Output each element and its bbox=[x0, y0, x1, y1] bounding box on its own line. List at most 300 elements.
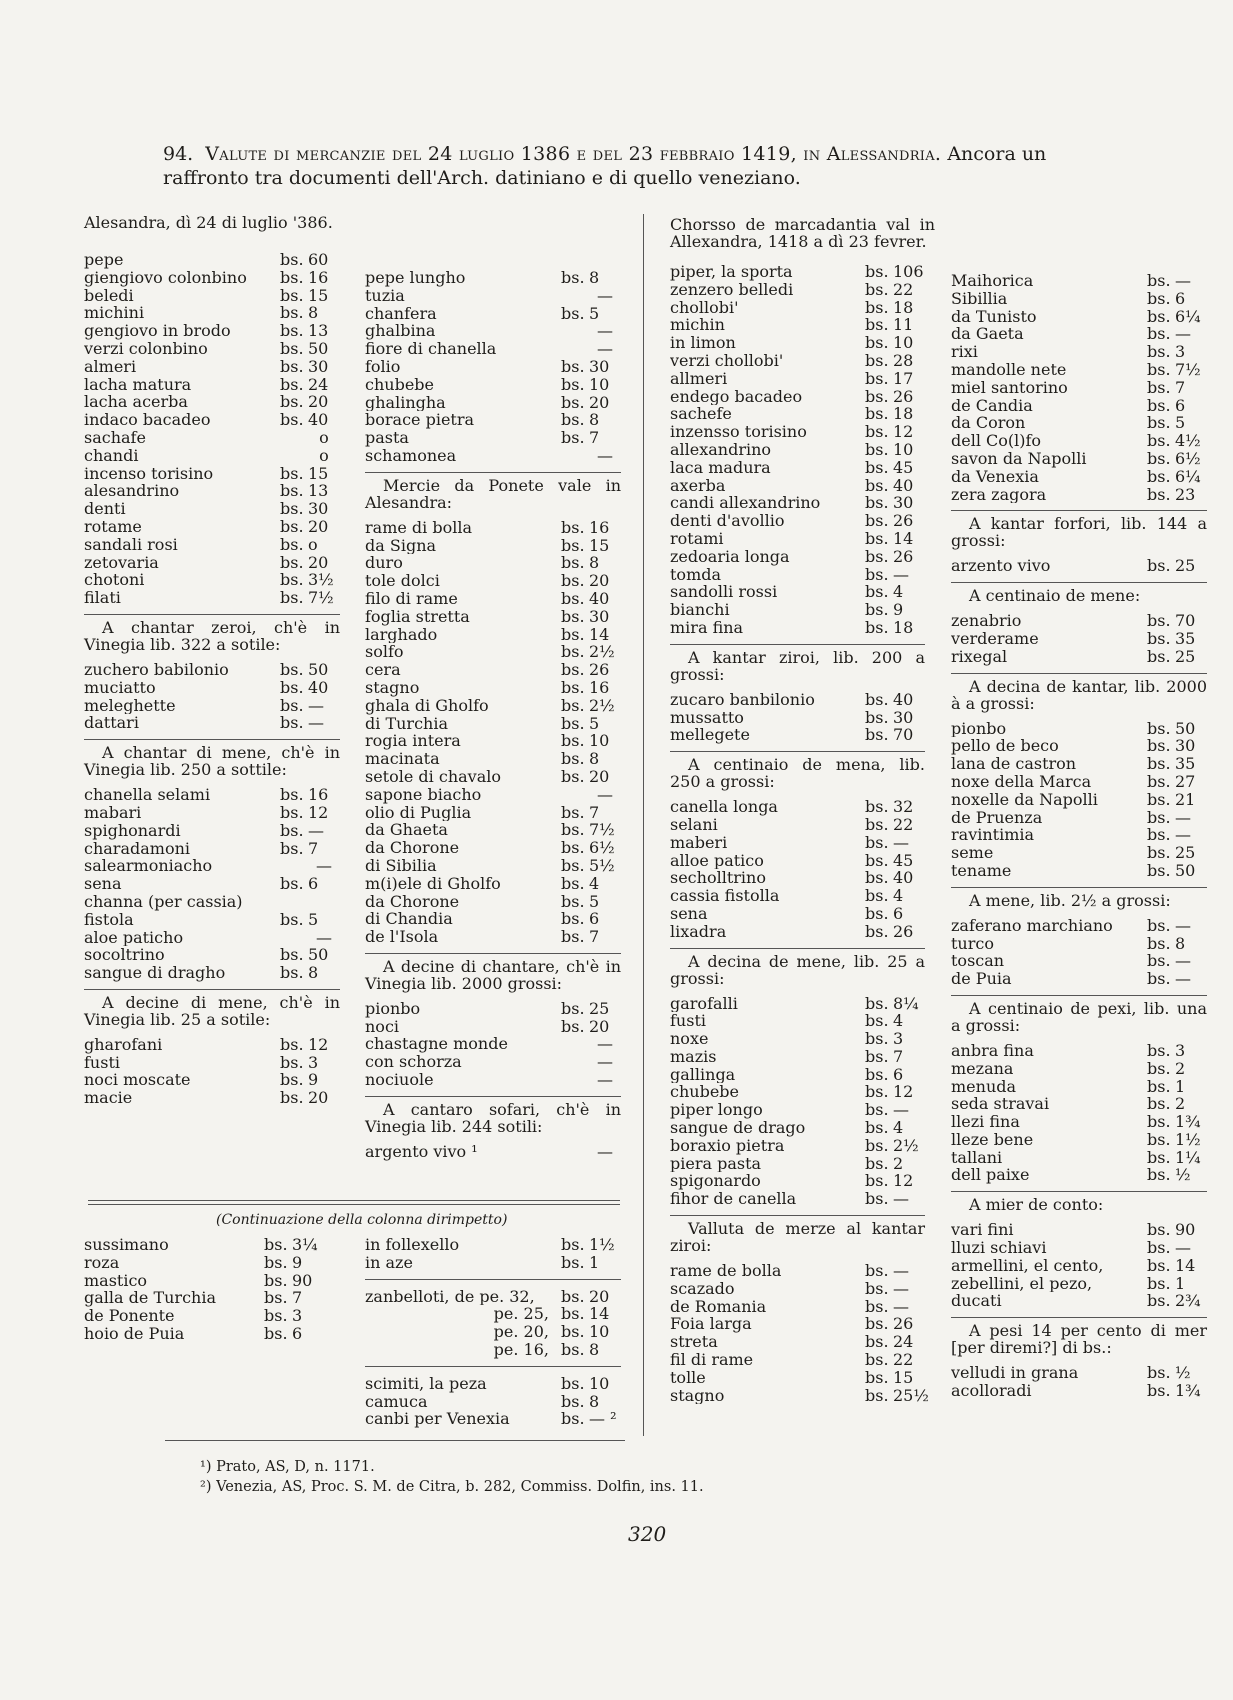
list-item bbox=[84, 1054, 340, 1072]
item-unit: bs. bbox=[1147, 1381, 1171, 1401]
list-item bbox=[365, 322, 621, 340]
item-name: zuchero babilonio bbox=[84, 660, 229, 679]
item-value: 6 bbox=[1175, 395, 1186, 415]
item-name: in limon bbox=[670, 334, 736, 352]
list-item bbox=[84, 661, 340, 679]
item-unit: bs. bbox=[1147, 1363, 1171, 1383]
item-value: 30 bbox=[893, 493, 914, 513]
item-value: 26 bbox=[893, 1314, 914, 1334]
item-unit: bs. bbox=[561, 1339, 585, 1359]
item-name: Foia larga bbox=[670, 1315, 752, 1334]
list-item bbox=[84, 714, 340, 732]
item-name: schamonea bbox=[365, 446, 457, 465]
list-item bbox=[365, 715, 621, 733]
item-value: — bbox=[597, 1141, 613, 1161]
item-name: rame de bolla bbox=[670, 1262, 782, 1280]
list-item bbox=[365, 1323, 621, 1341]
item-unit: bs. bbox=[1147, 1238, 1171, 1258]
list-item bbox=[84, 518, 340, 536]
item-unit: bs. bbox=[865, 921, 889, 941]
item-unit: bs. bbox=[865, 422, 889, 442]
item-unit: bs. bbox=[1147, 1255, 1171, 1275]
item-unit: bs. bbox=[280, 1070, 304, 1090]
item-name: mezana bbox=[951, 1059, 1014, 1078]
item-value: 20 bbox=[589, 392, 610, 412]
list-item bbox=[670, 1172, 925, 1190]
item-value: 25½ bbox=[893, 1385, 929, 1405]
item-unit: bs. bbox=[865, 1296, 889, 1316]
item-name: fusti bbox=[670, 1012, 706, 1031]
item-unit: bs. bbox=[561, 677, 585, 697]
item-value: 35 bbox=[1175, 628, 1196, 648]
item-unit: bs. bbox=[280, 516, 304, 536]
item-unit: bs. bbox=[561, 1252, 585, 1272]
item-unit: bs. bbox=[865, 582, 889, 602]
price-list bbox=[951, 917, 1207, 988]
item-unit: bs. bbox=[865, 1046, 889, 1066]
item-unit: bs. bbox=[1147, 1220, 1171, 1240]
list-item bbox=[670, 691, 925, 709]
list-item bbox=[365, 643, 621, 661]
item-unit: bs. bbox=[865, 1100, 889, 1120]
item-value: 90 bbox=[292, 1270, 313, 1290]
list-item bbox=[951, 1149, 1207, 1167]
item-name: setole di chavalo bbox=[365, 767, 501, 786]
item-value: 20 bbox=[308, 552, 329, 572]
continuation-column-a bbox=[84, 1236, 324, 1343]
item-name: da Venexia bbox=[951, 467, 1039, 486]
list-item bbox=[951, 1292, 1207, 1310]
item-name: chollobi' bbox=[670, 298, 739, 317]
list-item bbox=[951, 325, 1207, 343]
item-unit: bs. bbox=[561, 838, 585, 858]
item-unit: bs. bbox=[1147, 466, 1171, 486]
price-list bbox=[670, 995, 925, 1209]
item-value: 2 bbox=[1175, 1058, 1186, 1078]
item-value: 28 bbox=[893, 350, 914, 370]
item-name: aloe paticho bbox=[84, 928, 184, 947]
list-item bbox=[951, 1060, 1207, 1078]
item-name: lacha acerba bbox=[84, 393, 188, 412]
list-item bbox=[951, 737, 1207, 755]
list-item bbox=[951, 1382, 1207, 1400]
item-name: spigonardo bbox=[670, 1172, 761, 1191]
item-unit bbox=[561, 322, 589, 340]
price-list bbox=[670, 798, 925, 940]
item-value: 1½ bbox=[1175, 1129, 1201, 1149]
item-name: zetovaria bbox=[84, 553, 159, 572]
item-name: mabari bbox=[84, 803, 142, 822]
item-name: da Tunisto bbox=[951, 307, 1037, 326]
item-value: 4 bbox=[893, 582, 904, 602]
item-unit: bs. bbox=[561, 356, 585, 376]
item-name: solfo bbox=[365, 643, 404, 662]
list-item bbox=[365, 287, 621, 305]
item-unit: bs. bbox=[1147, 1112, 1171, 1132]
item-name: miel santorino bbox=[951, 378, 1068, 397]
list-item bbox=[670, 477, 925, 495]
item-unit: bs. bbox=[561, 553, 585, 573]
list-item bbox=[365, 857, 621, 875]
item-value: 12 bbox=[893, 1171, 914, 1191]
list-item bbox=[951, 1257, 1207, 1275]
item-unit: bs. bbox=[280, 1052, 304, 1072]
item-name: di Chandia bbox=[365, 910, 453, 929]
item-name: sachefe bbox=[670, 405, 732, 424]
item-unit: bs. bbox=[1147, 718, 1171, 738]
section-heading: Valluta de merze al kantar ziroi: bbox=[670, 1215, 925, 1254]
item-unit: bs. bbox=[865, 1082, 889, 1102]
item-value: 60 bbox=[308, 250, 329, 269]
item-unit: bs. bbox=[280, 838, 304, 858]
item-name: pello de beco bbox=[951, 737, 1059, 756]
item-value: 40 bbox=[308, 677, 329, 697]
price-list bbox=[670, 691, 925, 744]
item-name: mira fina bbox=[670, 618, 744, 637]
item-name: zanbelloti, de pe. 32, bbox=[365, 1287, 535, 1306]
item-value: 7½ bbox=[1175, 359, 1201, 379]
item-value: — bbox=[893, 1189, 909, 1209]
price-list bbox=[670, 1261, 929, 1405]
list-item bbox=[84, 875, 340, 893]
list-item bbox=[365, 1393, 621, 1411]
list-item bbox=[951, 917, 1207, 935]
item-unit: bs. bbox=[280, 285, 304, 305]
list-item bbox=[670, 530, 925, 548]
item-unit: bs. bbox=[561, 749, 585, 769]
list-item bbox=[84, 411, 340, 429]
item-value: 9 bbox=[308, 1070, 319, 1090]
item-name: chubebe bbox=[670, 1083, 739, 1102]
item-name: bianchi bbox=[670, 601, 730, 619]
item-name: dattari bbox=[84, 714, 139, 733]
item-name: chotoni bbox=[84, 571, 145, 590]
list-item bbox=[670, 263, 925, 281]
list-item bbox=[365, 910, 621, 928]
item-value: 20 bbox=[308, 392, 329, 412]
item-name: savon da Napolli bbox=[951, 449, 1087, 468]
item-value: — bbox=[893, 1296, 909, 1316]
list-item bbox=[365, 804, 621, 822]
list-item bbox=[365, 1254, 621, 1272]
item-unit: bs. bbox=[280, 463, 304, 483]
item-unit: bs. bbox=[561, 374, 585, 394]
item-value: 7 bbox=[589, 428, 600, 448]
item-name: incenso torisino bbox=[84, 464, 214, 483]
item-name: de l'Isola bbox=[365, 928, 439, 946]
item-name: scimiti, la peza bbox=[365, 1374, 487, 1393]
item-name: rotami bbox=[670, 529, 724, 548]
item-value: 6¼ bbox=[1175, 306, 1201, 326]
item-value: 70 bbox=[1175, 611, 1196, 631]
item-unit: bs. bbox=[280, 267, 304, 287]
item-unit: bs. bbox=[561, 909, 585, 929]
item-name: muciatto bbox=[84, 678, 156, 697]
item-name: zucaro banbilonio bbox=[670, 690, 815, 709]
list-item bbox=[84, 589, 340, 607]
item-value: 8 bbox=[308, 963, 319, 983]
item-value: 16 bbox=[308, 785, 329, 805]
footnote-1: ¹) Prato, AS, D, n. 1171. bbox=[200, 1459, 375, 1475]
item-name: verderame bbox=[951, 629, 1039, 648]
list-item bbox=[84, 929, 340, 947]
item-value: 26 bbox=[893, 511, 914, 531]
item-unit: bs. bbox=[1147, 1291, 1171, 1311]
item-unit: bs. bbox=[264, 1252, 288, 1272]
item-name: zedoaria longa bbox=[670, 547, 790, 566]
item-value bbox=[308, 893, 340, 911]
item-value: 30 bbox=[589, 356, 610, 376]
item-name: meleghette bbox=[84, 696, 176, 715]
item-name: dell Co(l)fo bbox=[951, 432, 1042, 450]
item-name: sangue de drago bbox=[670, 1119, 806, 1137]
item-name: da Ghaeta bbox=[365, 821, 448, 840]
item-value: — bbox=[597, 285, 613, 305]
item-value: 30 bbox=[893, 707, 914, 727]
item-value: 26 bbox=[589, 660, 610, 680]
item-value: 4 bbox=[893, 1011, 904, 1031]
item-value: 1½ bbox=[589, 1235, 615, 1254]
list-item bbox=[365, 679, 621, 697]
item-unit: bs. bbox=[280, 374, 304, 394]
item-value: — ² bbox=[589, 1409, 617, 1429]
item-unit: bs. bbox=[264, 1323, 288, 1343]
item-unit: bs. bbox=[865, 297, 889, 317]
item-name: vari fini bbox=[951, 1221, 1014, 1240]
list-item bbox=[670, 1083, 925, 1101]
item-name: Sibillia bbox=[951, 289, 1008, 308]
item-value: 17 bbox=[893, 368, 914, 388]
item-value: 24 bbox=[893, 1332, 914, 1352]
list-item bbox=[84, 1307, 324, 1325]
list-item bbox=[670, 1369, 925, 1387]
item-value: — bbox=[893, 1278, 909, 1298]
item-value: — bbox=[1175, 969, 1191, 989]
list-item bbox=[365, 786, 621, 804]
list-item bbox=[951, 809, 1207, 827]
list-item bbox=[951, 1095, 1207, 1113]
item-unit: bs. bbox=[865, 315, 889, 335]
item-name: verzi colonbino bbox=[84, 339, 208, 358]
item-name: fistola bbox=[84, 910, 134, 929]
item-name: lleze bene bbox=[951, 1130, 1034, 1149]
item-name: sandali rosi bbox=[84, 535, 178, 554]
item-value: 27 bbox=[1175, 771, 1196, 791]
item-unit: bs. bbox=[865, 707, 889, 727]
item-name: tuzia bbox=[365, 286, 405, 305]
list-item bbox=[670, 869, 925, 887]
list-item bbox=[365, 1143, 621, 1161]
list-item bbox=[84, 287, 340, 305]
item-name: zenzero belledi bbox=[670, 280, 794, 299]
list-item bbox=[84, 358, 340, 376]
item-value: 26 bbox=[893, 386, 914, 406]
item-value: 2½ bbox=[589, 642, 615, 662]
list-item bbox=[951, 1166, 1207, 1184]
item-name: fil di rame bbox=[670, 1351, 754, 1369]
item-name: da Chorone bbox=[365, 839, 460, 857]
list-item bbox=[365, 519, 621, 537]
item-name: chubebe bbox=[365, 375, 434, 394]
item-unit: bs. bbox=[1147, 395, 1171, 415]
list-item bbox=[670, 995, 925, 1013]
item-value: 5½ bbox=[589, 855, 615, 875]
list-item bbox=[670, 459, 925, 477]
item-name: de Ponente bbox=[84, 1307, 175, 1325]
item-unit: bs. bbox=[561, 428, 585, 448]
item-unit: bs. bbox=[1147, 1040, 1171, 1060]
item-unit: bs. bbox=[280, 659, 304, 679]
price-list bbox=[365, 1143, 621, 1161]
item-unit: bs. bbox=[280, 945, 304, 965]
item-name: rotame bbox=[84, 517, 142, 536]
item-name: ghalingha bbox=[365, 393, 446, 412]
item-value: 7 bbox=[292, 1288, 303, 1308]
item-name: menuda bbox=[951, 1077, 1017, 1096]
item-unit: bs. bbox=[561, 713, 585, 733]
item-unit: bs. bbox=[1147, 611, 1171, 631]
item-value: — bbox=[1175, 1238, 1191, 1258]
list-item bbox=[670, 726, 925, 744]
item-name: macie bbox=[84, 1089, 133, 1108]
right-column-1 bbox=[670, 215, 935, 1405]
list-item bbox=[84, 857, 340, 875]
item-name: garofalli bbox=[670, 994, 738, 1013]
item-name: lana de castron bbox=[951, 755, 1077, 773]
item-unit: bs. bbox=[280, 695, 304, 715]
list-item bbox=[365, 928, 621, 946]
list-item bbox=[365, 537, 621, 555]
list-item bbox=[84, 447, 340, 465]
list-item bbox=[84, 1289, 324, 1307]
item-name: filo di rame bbox=[365, 589, 458, 608]
list-item bbox=[670, 601, 925, 619]
item-name: rixi bbox=[951, 343, 978, 361]
list-item bbox=[951, 557, 1207, 575]
item-name: tolle bbox=[670, 1368, 706, 1387]
list-item bbox=[670, 566, 925, 584]
list-item bbox=[670, 583, 925, 601]
list-item bbox=[365, 447, 621, 465]
item-value: 22 bbox=[893, 279, 914, 299]
item-name: de Romania bbox=[670, 1297, 767, 1316]
item-unit: bs. bbox=[865, 262, 889, 281]
item-name: sachafe bbox=[84, 428, 146, 447]
item-value: 18 bbox=[893, 297, 914, 317]
item-unit bbox=[561, 1143, 589, 1161]
item-name: fusti bbox=[84, 1053, 120, 1072]
price-list bbox=[84, 251, 340, 607]
item-value: 7½ bbox=[589, 820, 615, 840]
list-item bbox=[84, 840, 340, 858]
item-name: selani bbox=[670, 815, 718, 834]
section-heading: A centinaio de pexi, lib. una a grossi: bbox=[951, 995, 1207, 1034]
list-item bbox=[951, 1042, 1207, 1060]
item-name: macinata bbox=[365, 750, 440, 768]
item-unit: bs. bbox=[561, 1235, 585, 1254]
item-value: 3 bbox=[292, 1306, 303, 1326]
item-value: — bbox=[1175, 951, 1191, 971]
item-name: mandolle nete bbox=[951, 360, 1067, 379]
item-value: 4 bbox=[893, 1118, 904, 1138]
item-unit: bs. bbox=[280, 499, 304, 519]
list-item bbox=[951, 450, 1207, 468]
list-item bbox=[670, 816, 925, 834]
item-value: 8 bbox=[589, 268, 600, 287]
continuation-rule bbox=[88, 1204, 620, 1205]
item-name: camuca bbox=[365, 1392, 428, 1411]
list-item bbox=[670, 1190, 925, 1208]
item-name: chastagne monde bbox=[365, 1035, 508, 1054]
item-value: 2 bbox=[1175, 1094, 1186, 1114]
item-value: 26 bbox=[893, 546, 914, 566]
item-unit: bs. bbox=[280, 820, 304, 840]
item-value: 14 bbox=[1175, 1255, 1196, 1275]
list-item bbox=[365, 697, 621, 715]
item-value: 23 bbox=[1175, 484, 1196, 504]
item-value: 7 bbox=[1175, 377, 1186, 397]
list-item bbox=[365, 732, 621, 750]
item-name: in follexello bbox=[365, 1236, 460, 1254]
price-list bbox=[365, 269, 621, 465]
list-item bbox=[84, 697, 340, 715]
item-unit: bs. bbox=[1147, 1273, 1171, 1293]
item-value: 4 bbox=[893, 886, 904, 906]
list-item bbox=[365, 821, 621, 839]
list-item bbox=[365, 893, 621, 911]
item-name: spighonardi bbox=[84, 821, 181, 840]
entry-title: Valute di mercanzie del 24 luglio 1386 e del 23 febbraio 1419, in Alessandria. bbox=[205, 143, 942, 165]
list-item bbox=[365, 661, 621, 679]
item-unit: bs. bbox=[865, 1350, 889, 1370]
item-value: 6 bbox=[308, 874, 319, 894]
list-item bbox=[951, 1113, 1207, 1131]
item-unit: bs. bbox=[561, 624, 585, 644]
list-item bbox=[670, 352, 925, 370]
item-name: maberi bbox=[670, 833, 728, 852]
item-unit: bs. bbox=[865, 814, 889, 834]
list-item bbox=[951, 290, 1207, 308]
item-unit: bs. bbox=[1147, 556, 1171, 576]
item-name: mastico bbox=[84, 1271, 148, 1290]
list-item bbox=[670, 852, 925, 870]
item-name: da Signa bbox=[365, 536, 437, 555]
item-name: foglia stretta bbox=[365, 607, 470, 626]
list-item bbox=[84, 964, 340, 982]
list-item bbox=[670, 834, 925, 852]
item-unit: bs. bbox=[1147, 807, 1171, 827]
item-unit: bs. bbox=[264, 1235, 288, 1254]
item-name: zaferano marchiano bbox=[951, 916, 1113, 935]
item-name: da Chorone bbox=[365, 892, 460, 911]
left-column-2 bbox=[365, 269, 621, 1161]
item-name: zera zagora bbox=[951, 485, 1047, 504]
item-value: 4½ bbox=[1175, 431, 1201, 451]
item-unit: bs. bbox=[1147, 969, 1171, 989]
item-unit: bs. bbox=[1147, 1058, 1171, 1078]
list-item bbox=[951, 773, 1207, 791]
item-unit: bs. bbox=[561, 1304, 585, 1324]
item-name: endego bacadeo bbox=[670, 387, 803, 406]
item-name: beledi bbox=[84, 286, 134, 305]
item-value: 30 bbox=[1175, 736, 1196, 756]
item-value: 50 bbox=[1175, 718, 1196, 738]
item-name: salearmoniacho bbox=[84, 857, 213, 876]
item-value: 16 bbox=[589, 517, 610, 537]
price-list bbox=[951, 1221, 1207, 1310]
list-item bbox=[670, 1048, 925, 1066]
section-heading: Mercie da Ponete vale in Alesandra: bbox=[365, 472, 621, 511]
